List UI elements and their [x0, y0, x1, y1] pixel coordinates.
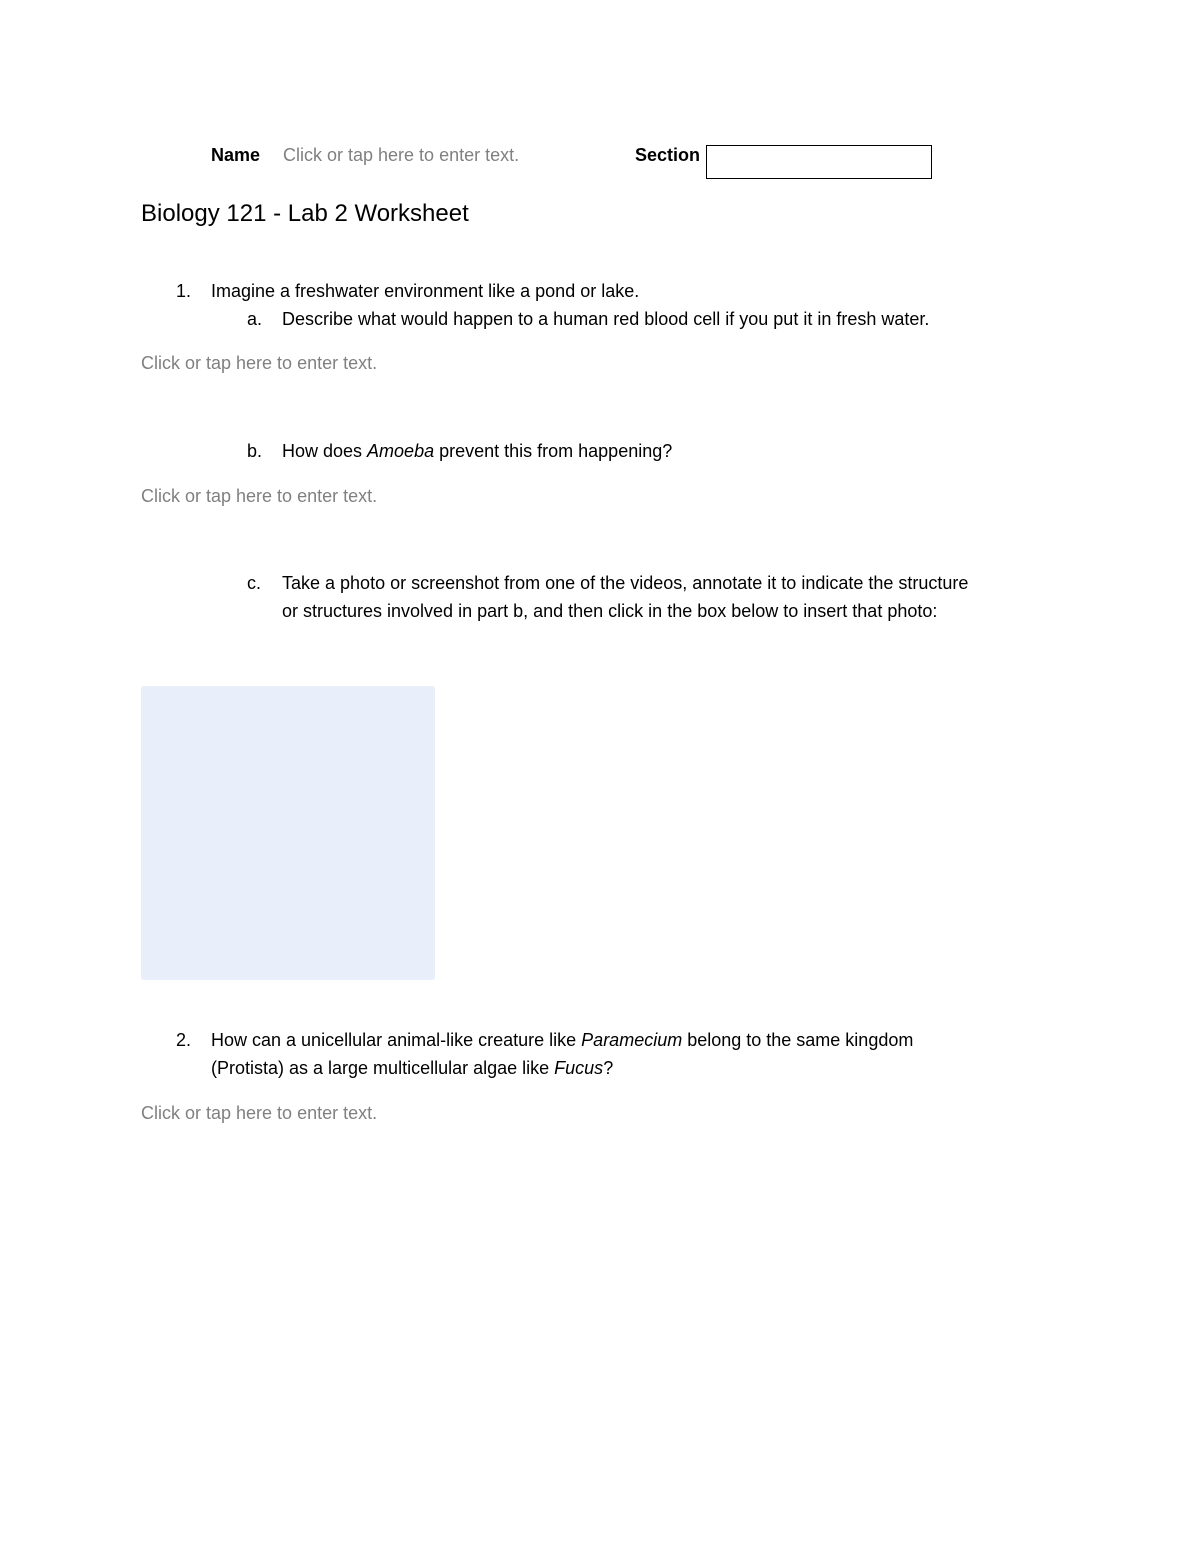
answer-1b-input[interactable]: Click or tap here to enter text.: [141, 486, 378, 506]
question-2-line1-before: How can a unicellular animal-like creature like: [211, 1030, 582, 1050]
page-title: Biology 121 - Lab 2 Worksheet: [141, 200, 469, 227]
photo-insert-box[interactable]: [141, 686, 435, 980]
question-2-line1: [211, 1030, 913, 1051]
question-1-text: Imagine a freshwater environment like a pond or lake.: [211, 281, 640, 301]
name-label: Name: [211, 145, 261, 165]
question-1b-italic-term: Amoeba: [367, 441, 435, 461]
question-2-italic-fucus: Fucus: [554, 1058, 604, 1078]
question-2-italic-paramecium: Paramecium: [581, 1030, 683, 1050]
question-1a-letter: a.: [247, 309, 263, 329]
question-1b-text-after: prevent this from happening?: [434, 441, 673, 461]
name-input[interactable]: Click or tap here to enter text.: [283, 145, 520, 165]
question-1-number: 1.: [176, 281, 192, 301]
question-1c-text-line1: Take a photo or screenshot from one of the videos, annotate it to indicate the structure: [282, 573, 969, 593]
question-1b-text: [282, 441, 672, 462]
question-2-line2-before: (Protista) as a large multicellular algae like: [211, 1058, 555, 1078]
question-1b-text-before: How does: [282, 441, 368, 461]
question-1c-letter: c.: [247, 573, 262, 593]
answer-2-input[interactable]: Click or tap here to enter text.: [141, 1103, 378, 1123]
question-2-number: 2.: [176, 1030, 192, 1050]
section-input[interactable]: [706, 145, 932, 179]
question-2-line2-after: ?: [603, 1058, 614, 1078]
question-2-line1-after: belong to the same kingdom: [682, 1030, 914, 1050]
section-label: Section: [635, 145, 701, 165]
question-1a-text: Describe what would happen to a human red blood cell if you put it in fresh water.: [282, 309, 930, 329]
answer-1a-input[interactable]: Click or tap here to enter text.: [141, 353, 378, 373]
question-1b-letter: b.: [247, 441, 263, 461]
question-1c-text-line2: or structures involved in part b, and then click in the box below to insert that photo:: [282, 601, 938, 621]
question-2-line2: [211, 1058, 613, 1079]
